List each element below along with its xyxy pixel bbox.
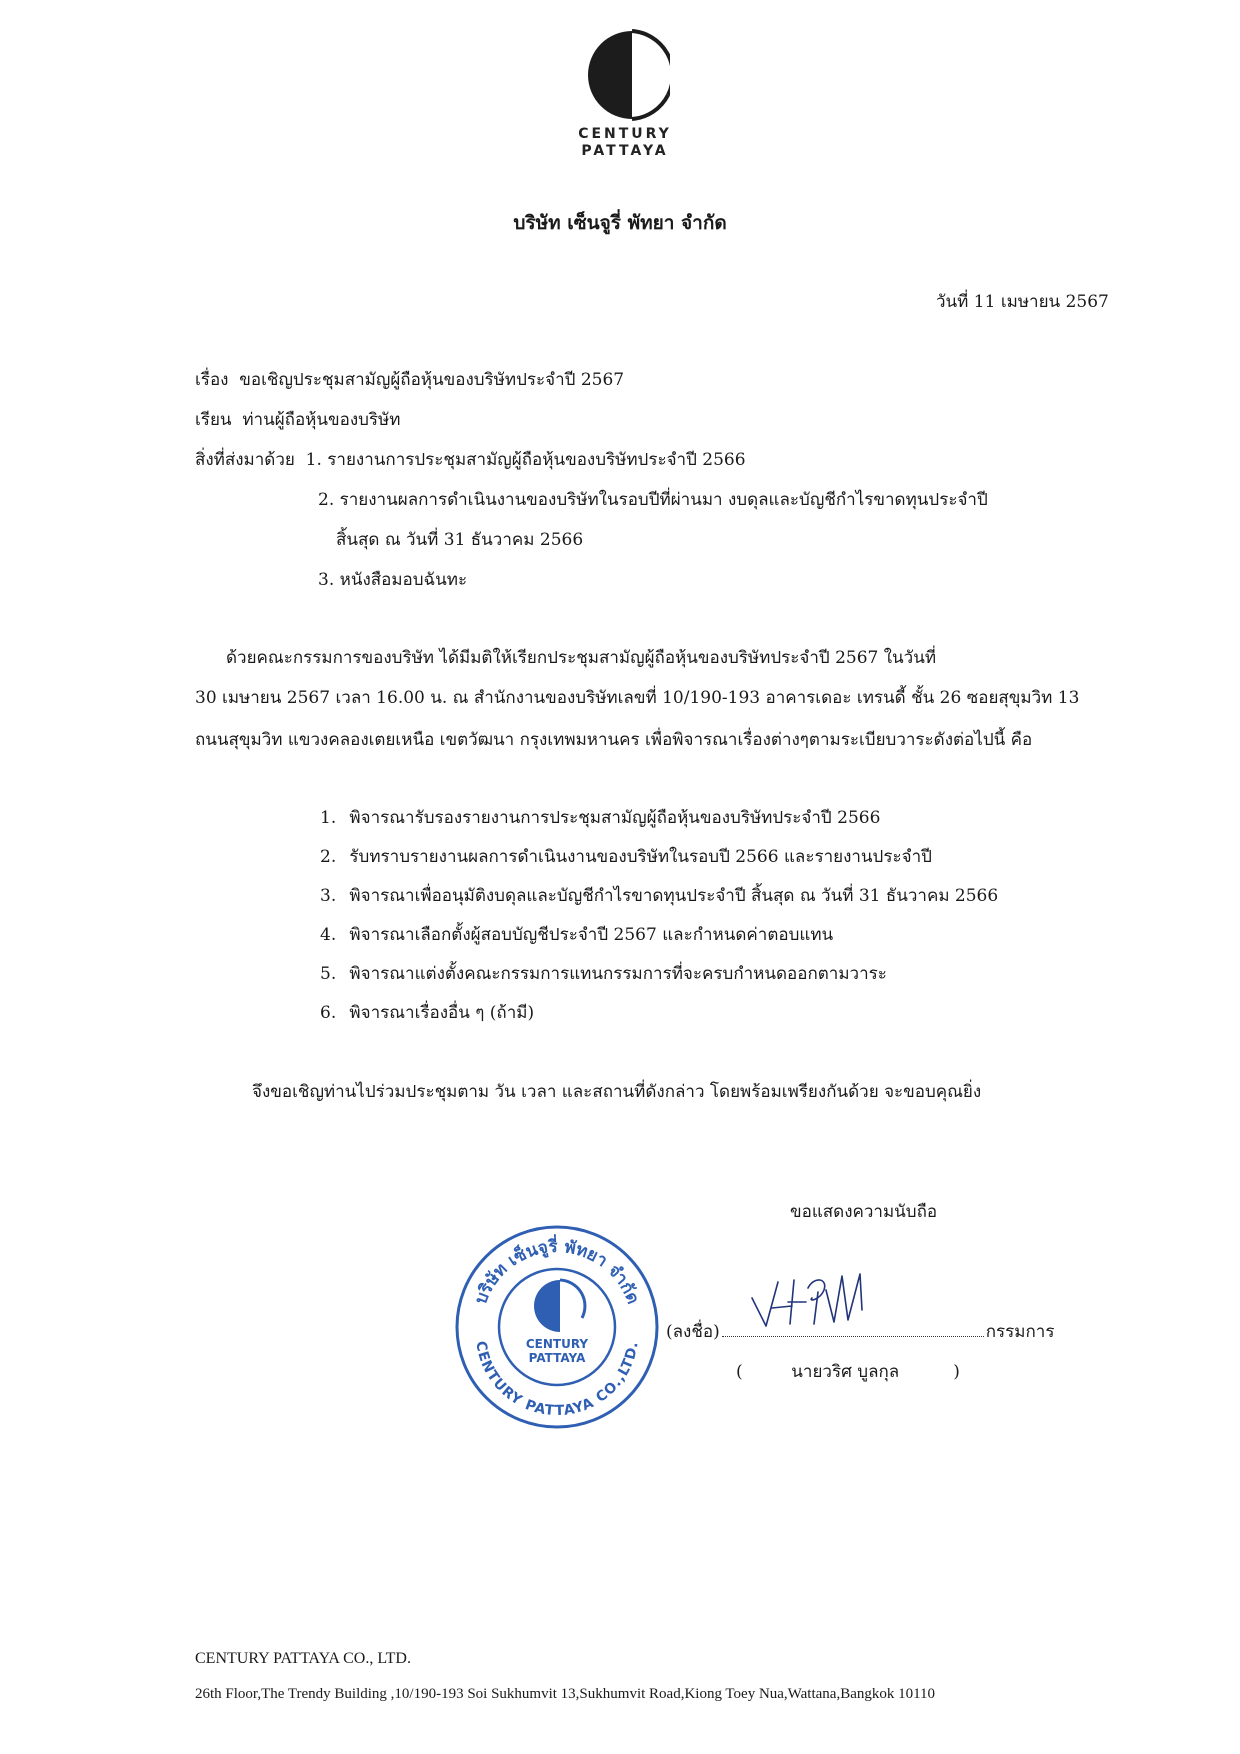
agenda-text: พิจารณาแต่งตั้งคณะกรรมการแทนกรรมการที่จะครบกำหนดออกตามวาระ bbox=[349, 964, 887, 984]
signature-line bbox=[666, 1320, 1054, 1344]
agenda-text: พิจารณารับรองรายงานการประชุมสามัญผู้ถือหุ้นของบริษัทประจำปี 2566 bbox=[349, 808, 881, 828]
agenda-item bbox=[320, 923, 833, 947]
recipient-label: เรียน bbox=[195, 410, 232, 430]
logo-line-1: CENTURY bbox=[578, 126, 672, 142]
agenda-item bbox=[320, 806, 880, 830]
body-line: 30 เมษายน 2567 เวลา 16.00 น. ณ สำนักงานของบริษัทเลขที่ 10/190-193 อาคารเดอะ เทรนดี้ ชั้น 26 ซอยสุขุมวิท 13 bbox=[195, 688, 1080, 708]
subject-label: เรื่อง bbox=[195, 370, 229, 390]
name-close-paren: ) bbox=[953, 1362, 960, 1382]
recipient-text: ท่านผู้ถือหุ้นของบริษัท bbox=[242, 410, 401, 430]
body-line: ถนนสุขุมวิท แขวงคลองเตยเหนือ เขตวัฒนา กรุงเทพมหานคร เพื่อพิจารณาเรื่องต่างๆตามระเบียบวาระดังต่อไปนี้ คือ bbox=[195, 730, 1033, 750]
company-stamp bbox=[452, 1222, 662, 1432]
agenda-number: 5. bbox=[320, 964, 337, 984]
signature-dotted-line bbox=[722, 1322, 984, 1337]
name-open-paren: ( bbox=[736, 1362, 743, 1382]
regards-line: ขอแสดงความนับถือ bbox=[790, 1202, 938, 1222]
century-c-logo-icon bbox=[584, 27, 670, 123]
letter-date: วันที่ 11 เมษายน 2567 bbox=[936, 292, 1109, 312]
agenda-text: พิจารณาเลือกตั้งผู้สอบบัญชีประจำปี 2567 และกำหนดค่าตอบแทน bbox=[349, 925, 834, 945]
stamp-bottom-text: CENTURY PATTAYA CO.,LTD. bbox=[472, 1339, 642, 1420]
stamp-logo-icon bbox=[534, 1280, 585, 1332]
enclosures-label: สิ่งที่ส่งมาด้วย bbox=[195, 450, 295, 470]
stamp-center-line-2: PATTAYA bbox=[528, 1351, 586, 1365]
logo-wordmark bbox=[560, 126, 690, 160]
enclosure-item: 1. รายงานการประชุมสามัญผู้ถือหุ้นของบริษัทประจำปี 2566 bbox=[305, 450, 746, 470]
signatory-name-row bbox=[736, 1360, 960, 1384]
agenda-text: พิจารณาเพื่ออนุมัติงบดุลและบัญชีกำไรขาดทุนประจำปี สิ้นสุด ณ วันที่ 31 ธันวาคม 2566 bbox=[349, 886, 999, 906]
agenda-item bbox=[320, 845, 932, 869]
logo-line-2: PATTAYA bbox=[581, 143, 669, 159]
closing-paragraph: จึงขอเชิญท่านไปร่วมประชุมตาม วัน เวลา และสถานที่ดังกล่าว โดยพร้อมเพรียงกันด้วย จะขอบคุณยิ่ง bbox=[252, 1082, 982, 1102]
agenda-text: รับทราบรายงานผลการดำเนินงานของบริษัทในรอบปี 2566 และรายงานประจำปี bbox=[349, 847, 932, 867]
company-title: บริษัท เซ็นจูรี่ พัทยา จำกัด bbox=[513, 212, 727, 234]
footer-address: 26th Floor,The Trendy Building ,10/190-193 Soi Sukhumvit 13,Sukhumvit Road,Kiong Toey Nua,Wattana,Bangkok 10110 bbox=[195, 1686, 936, 1702]
agenda-item bbox=[320, 884, 998, 908]
enclosures-row bbox=[195, 448, 746, 472]
agenda-text: พิจารณาเรื่องอื่น ๆ (ถ้ามี) bbox=[349, 1003, 535, 1023]
agenda-number: 3. bbox=[320, 886, 337, 906]
enclosure-item: 2. รายงานผลการดำเนินงานของบริษัทในรอบปีที่ผ่านมา งบดุลและบัญชีกำไรขาดทุนประจำปี bbox=[318, 490, 988, 510]
agenda-number: 4. bbox=[320, 925, 337, 945]
recipient-row bbox=[195, 408, 400, 432]
signatory-name: นายวริศ บูลกุล bbox=[791, 1362, 900, 1382]
subject-text: ขอเชิญประชุมสามัญผู้ถือหุ้นของบริษัทประจำปี 2567 bbox=[239, 370, 625, 390]
subject-row bbox=[195, 368, 624, 392]
footer-company-name: CENTURY PATTAYA CO., LTD. bbox=[195, 1650, 411, 1667]
stamp-top-text: บริษัท เซ็นจูรี่ พัทยา จำกัด bbox=[471, 1236, 643, 1307]
stamp-center-line-1: CENTURY bbox=[525, 1337, 589, 1351]
signature-prefix: (ลงชื่อ) bbox=[666, 1322, 720, 1342]
agenda-number: 6. bbox=[320, 1003, 337, 1023]
agenda-item bbox=[320, 1001, 534, 1025]
enclosure-item: 3. หนังสือมอบฉันทะ bbox=[318, 570, 468, 590]
agenda-number: 1. bbox=[320, 808, 337, 828]
signature-role: กรรมการ bbox=[985, 1322, 1055, 1342]
body-line: ด้วยคณะกรรมการของบริษัท ได้มีมติให้เรียกประชุมสามัญผู้ถือหุ้นของบริษัทประจำปี 2567 ในวันที่ bbox=[226, 648, 937, 668]
agenda-number: 2. bbox=[320, 847, 337, 867]
agenda-item bbox=[320, 962, 887, 986]
enclosure-item-continued: สิ้นสุด ณ วันที่ 31 ธันวาคม 2566 bbox=[336, 530, 584, 550]
